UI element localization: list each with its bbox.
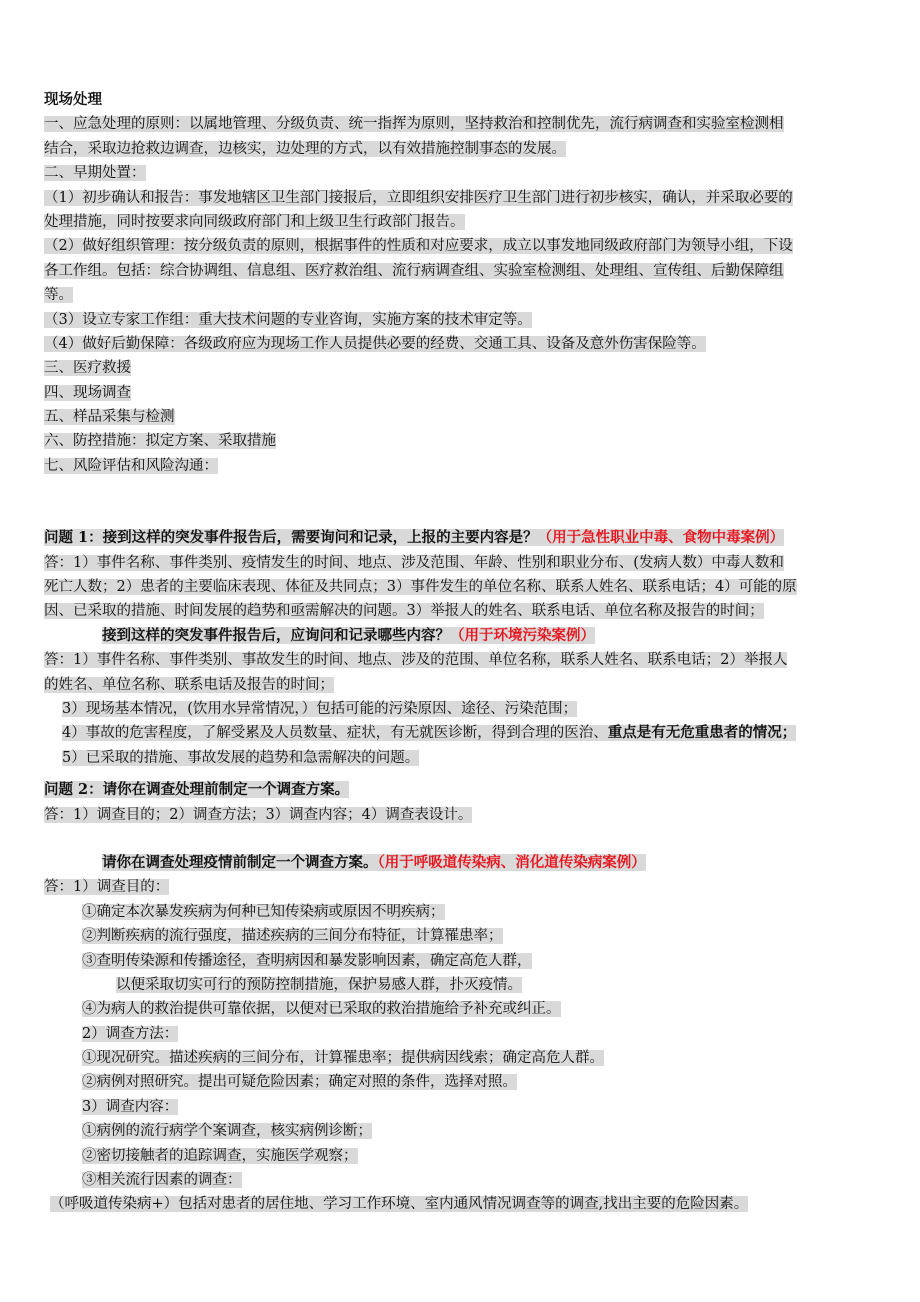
text-run: 三、医疗救援: [44, 360, 131, 377]
section-2-line: [44, 332, 880, 356]
section-7-heading: [44, 454, 880, 478]
question-2: [44, 778, 880, 802]
text-run: 3）调查内容：: [82, 1098, 179, 1115]
section-2-line: [44, 283, 880, 307]
text-run: 四、现场调查: [44, 384, 131, 401]
text-run: 3）现场基本情况，(饮用水异常情况，）包括可能的污染原因、途径、污染范围；: [62, 700, 578, 717]
answer-line: [44, 1168, 880, 1192]
text-run: 答：1）调查目的；2）调查方法；3）调查内容；4）调查表设计。: [44, 806, 473, 823]
section-5-heading: [44, 405, 880, 429]
text-run: 2）调查方法：: [82, 1025, 179, 1042]
answer-line: [44, 1070, 880, 1094]
section-2-heading: [44, 161, 880, 185]
answer-line: [44, 551, 880, 575]
question-text: 问题 1：接到这样的突发事件报告后，需要询问和记录，上报的主要内容是？: [44, 529, 538, 547]
answer-line: [44, 803, 880, 827]
case-tag: （用于呼吸道传染病、消化道传染病案例）: [377, 853, 646, 871]
section-2-line: [44, 210, 880, 234]
answer-line: [44, 1119, 880, 1143]
answer-line: [44, 973, 880, 997]
question-2b: [44, 851, 880, 875]
answer-line: [44, 648, 880, 672]
answer-line: [44, 900, 880, 924]
text-run: ②判断疾病的流行强度，描述疾病的三间分布特征，计算罹患率；: [82, 928, 503, 945]
text-run: 5）已采取的措施、事故发展的趋势和急需解决的问题。: [62, 749, 420, 766]
text-run: ①确定本次暴发疾病为何种已知传染病或原因不明疾病；: [82, 903, 445, 920]
text-run: ③查明传染源和传播途径，查明病因和暴发影响因素，确定高危人群，: [82, 952, 532, 969]
section-2-line: [44, 186, 880, 210]
page-title: 现场处理: [44, 91, 102, 108]
answer-line: [44, 697, 880, 721]
text-run: 死亡人数；2）患者的主要临床表现、体征及共同点；3）事件发生的单位名称、联系人姓名、联系电话；4）可能的原: [44, 579, 797, 596]
case-tag: （用于环境污染案例）: [450, 626, 595, 644]
text-run: （3）设立专家工作组：重大技术问题的专业咨询，实施方案的技术审定等。: [44, 311, 532, 328]
text-run: ③相关流行因素的调查：: [82, 1172, 242, 1189]
text-run: ①病例的流行病学个案调查，核实病例诊断；: [82, 1123, 372, 1140]
text-run: 结合，采取边抢救边调查，边核实，边处理的方式，以有效措施控制事态的发展。: [44, 140, 566, 157]
answer-line: [44, 599, 880, 623]
document-page: [44, 88, 880, 1217]
text-run: 4）事故的危害程度，了解受累及人员数量、症状，有无就医诊断，得到合理的医治、: [62, 725, 608, 742]
text-run: 六、防控措施：拟定方案、采取措施: [44, 433, 276, 450]
answer-line: [44, 1192, 880, 1216]
text-run: （2）做好组织管理：按分级负责的原则，根据事件的性质和对应要求，成立以事发地同级政府部门为领导小组，下设: [44, 238, 793, 255]
answer-line: [44, 1022, 880, 1046]
text-run: 各工作组。包括：综合协调组、信息组、医疗救治组、流行病调查组、实验室检测组、处理组、宣传组、后勤保障组: [44, 262, 784, 279]
answer-line: [44, 949, 880, 973]
answer-line: [44, 1144, 880, 1168]
answer-line: [44, 924, 880, 948]
text-run: （呼吸道传染病+）包括对患者的居住地、学习工作环境、室内通风情况调查等的调查,找出主要的危险因素。: [50, 1196, 749, 1213]
section-6-heading: [44, 429, 880, 453]
text-run: 五、样品采集与检测: [44, 409, 175, 426]
answer-line: [44, 997, 880, 1021]
answer-line: [44, 721, 880, 745]
text-run: ②病例对照研究。提出可疑危险因素；确定对照的条件，选择对照。: [82, 1074, 517, 1091]
question-text: 接到这样的突发事件报告后，应询问和记录哪些内容？: [102, 626, 450, 644]
text-run: 的姓名、单位名称、联系电话及报告的时间；: [44, 676, 334, 693]
text-run: ①现况研究。描述疾病的三间分布，计算罹患率；提供病因线索；确定高危人群。: [82, 1050, 604, 1067]
answer-line: [44, 746, 880, 770]
text-run: 处理措施，同时按要求向同级政府部门和上级卫生行政部门报告。: [44, 213, 465, 230]
case-tag: （用于急性职业中毒、食物中毒案例）: [537, 529, 785, 547]
section-4-heading: [44, 381, 880, 405]
text-run: 因、已采取的措施、时间发展的趋势和亟需解决的问题。3）举报人的姓名、联系电话、单位名称及报告的时间；: [44, 603, 764, 620]
answer-line: [44, 1046, 880, 1070]
answer-line: [44, 673, 880, 697]
text-run: 七、风险评估和风险沟通：: [44, 457, 218, 474]
text-run: 二、早期处置：: [44, 165, 146, 182]
answer-line: [44, 575, 880, 599]
question-1: [44, 526, 880, 550]
section-1-line: [44, 112, 880, 136]
section-3-heading: [44, 356, 880, 380]
text-run: 等。: [44, 287, 73, 304]
text-run: （4）做好后勤保障：各级政府应为现场工作人员提供必要的经费、交通工具、设备及意外伤害保险等。: [44, 335, 706, 352]
text-run: 以便采取切实可行的预防控制措施，保护易感人群，扑灭疫情。: [116, 976, 522, 993]
text-run: ②密切接触者的追踪调查，实施医学观察；: [82, 1147, 358, 1164]
text-run: 答：1）事件名称、事件类别、疫情发生的时间、地点、涉及范围、年龄、性别和职业分布、(发病人数）中毒人数和: [44, 554, 784, 571]
section-1-line: [44, 137, 880, 161]
text-run: 答：1）调查目的：: [44, 879, 170, 896]
emphasis-text: 重点是有无危重患者的情况；: [607, 724, 797, 742]
answer-line: [44, 875, 880, 899]
text-run: 答：1）事件名称、事件类别、事故发生的时间、地点、涉及的范围、单位名称，联系人姓名、联系电话；2）举报人: [44, 652, 788, 669]
question-1b: [44, 624, 880, 648]
question-text: 问题 2：请你在调查处理前制定一个调查方案。: [44, 781, 350, 799]
text-run: （1）初步确认和报告：事发地辖区卫生部门接报后，立即组织安排医疗卫生部门进行初步核实，确认，并采取必要的: [44, 189, 793, 206]
question-text: 请你在调查处理疫情前制定一个调查方案。: [102, 853, 378, 871]
text-run: ④为病人的救治提供可靠依据，以便对已采取的救治措施给予补充或纠正。: [82, 1001, 561, 1018]
answer-line: [44, 1095, 880, 1119]
section-2-line: [44, 308, 880, 332]
section-2-line: [44, 259, 880, 283]
section-2-line: [44, 234, 880, 258]
text-run: 一、应急处理的原则：以属地管理、分级负责、统一指挥为原则，坚持救治和控制优先，流行病调查和实验室检测相: [44, 116, 784, 133]
